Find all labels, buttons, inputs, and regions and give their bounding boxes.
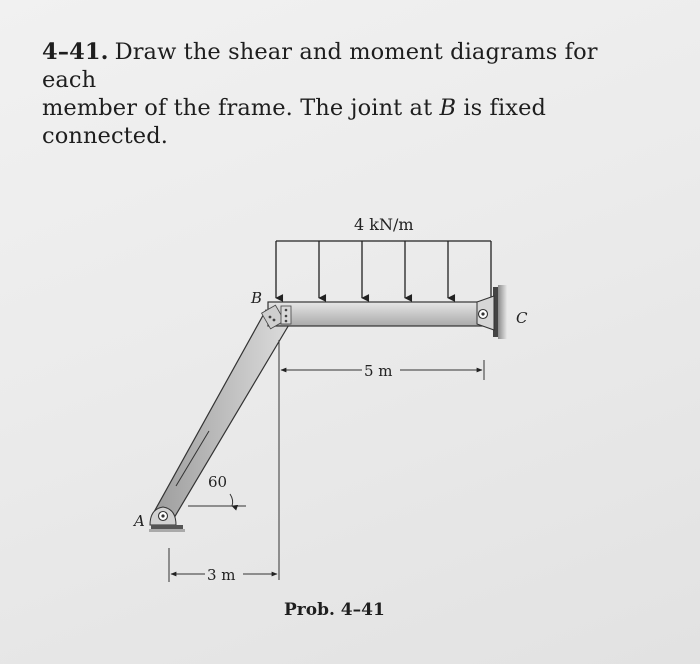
load-label: 4 kN/m bbox=[354, 215, 414, 234]
horizontal-dimension-label: 3 m bbox=[207, 566, 236, 584]
angle-label: 60 bbox=[208, 473, 228, 491]
problem-text-line2-start: member of the frame. The joint at bbox=[42, 95, 440, 121]
figure-caption: Prob. 4–41 bbox=[284, 600, 385, 620]
joint-b-reference: B bbox=[439, 95, 457, 121]
span-label: 5 m bbox=[364, 362, 393, 380]
point-b-label: B bbox=[251, 289, 263, 307]
problem-text-line2-end: is fixed connected. bbox=[42, 95, 546, 149]
pin-support-c bbox=[477, 285, 507, 339]
problem-number: 4–41. bbox=[42, 39, 109, 65]
member-ab bbox=[154, 310, 290, 523]
member-bc bbox=[268, 302, 494, 326]
point-c-label: C bbox=[516, 309, 528, 327]
pin-support-a bbox=[149, 507, 185, 532]
distributed-load bbox=[276, 241, 491, 298]
point-a-label: A bbox=[134, 512, 145, 530]
problem-text-line1: Draw the shear and moment diagrams for each bbox=[42, 39, 598, 93]
